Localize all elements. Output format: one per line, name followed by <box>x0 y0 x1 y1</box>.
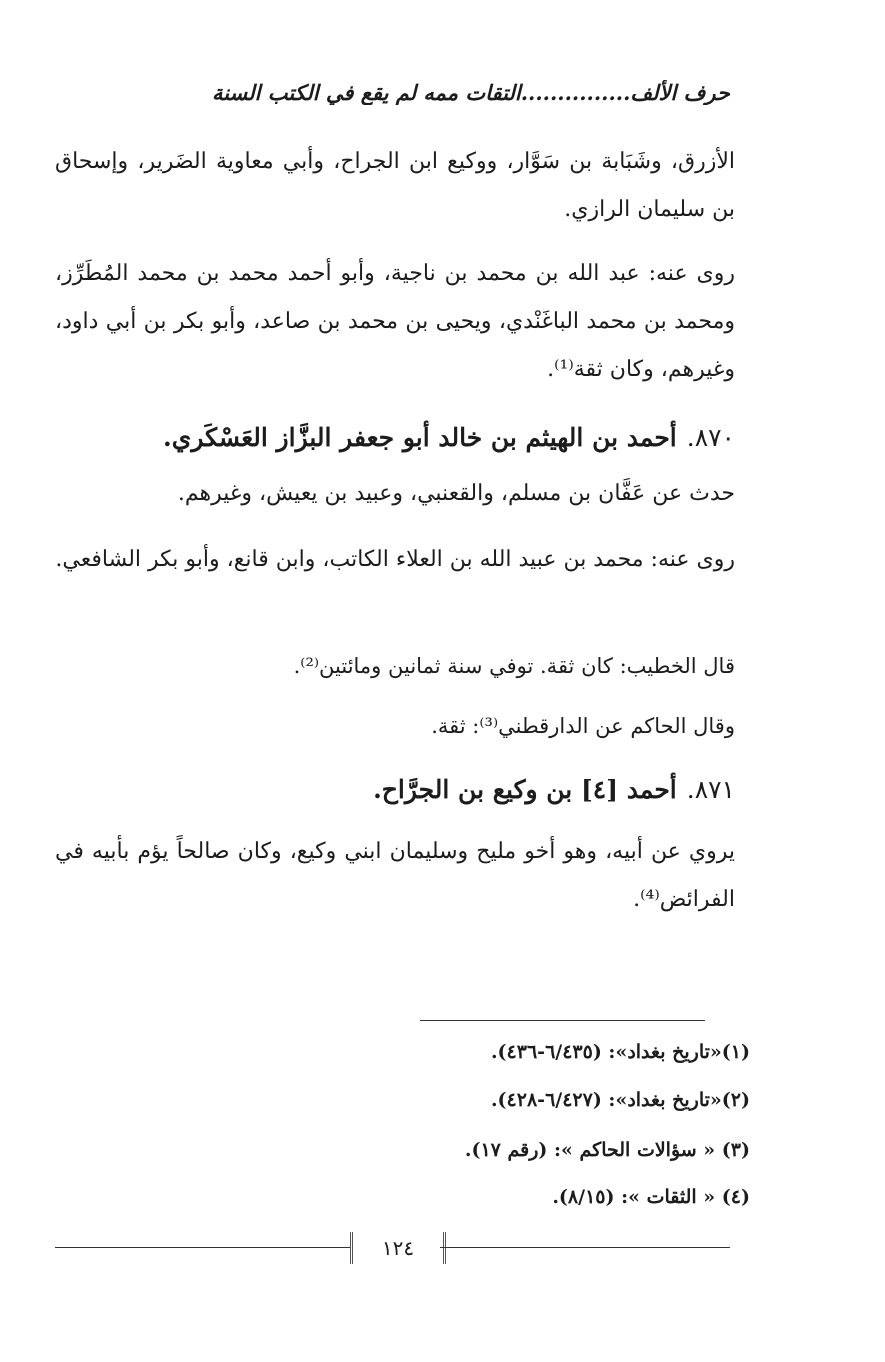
entry-heading-871 <box>150 770 735 810</box>
paragraph-870-narrators: روى عنه: محمد بن عبيد الله بن العلاء الكاتب، وابن قانع، وأبو بكر الشافعي. <box>55 547 735 572</box>
page-number: ١٢٤ <box>350 1232 446 1264</box>
footnote-4: (٤) « الثقات »: (٨/١٥). <box>552 1186 750 1208</box>
entry-number: ٨٧١. <box>686 775 735 804</box>
paragraph-khatib-quote: قال الخطيب: كان ثقة. توفي سنة ثمانين ومائتين⁽²⁾. <box>293 654 735 678</box>
running-header: حرف الألف...............التقات ممه لم يقع في الكتب السنة <box>211 80 730 105</box>
paragraph-871-body: يروي عن أبيه، وهو أخو مليح وسليمان ابني وكيع، وكان صالحاً يؤم بأبيه في الفرائض⁽⁴⁾. <box>55 839 735 912</box>
paragraph-narrators: روى عنه: عبد الله بن محمد بن ناجية، وأبو أحمد محمد بن محمد المُطَرِّز، ومحمد بن محمد الباغَنْدي، ويحيى بن محمد بن صاعد، وأبو بكر بن أبي داود، وغيرهم، وكان ثقة⁽¹⁾. <box>55 261 735 382</box>
footnote-1: (١)«تاريخ بغداد»: (٦/٤٣٥-٤٣٦). <box>490 1041 750 1063</box>
entry-number: ٨٧٠. <box>686 423 735 452</box>
footer-rule-right <box>440 1247 730 1248</box>
footer-rule-left <box>55 1247 350 1248</box>
paragraph-teachers: الأزرق، وشَبَابة بن سَوَّار، ووكيع ابن الجراح، وأبي معاوية الضَرير، وإسحاق بن سليمان الرازي. <box>55 149 735 222</box>
paragraph-870-teachers: حدث عن عَفَّان بن مسلم، والقعنبي، وعبيد بن يعيش، وغيرهم. <box>177 481 735 506</box>
entry-heading-870 <box>150 418 735 458</box>
entry-name: أحمد [٤] بن وكيع بن الجرَّاح. <box>373 775 677 804</box>
paragraph-hakim-quote: وقال الحاكم عن الدارقطني⁽³⁾: ثقة. <box>431 714 735 738</box>
footnote-2: (٢)«تاريخ بغداد»: (٦/٤٢٧-٤٢٨). <box>490 1089 750 1111</box>
footnote-3: (٣) « سؤالات الحاكم »: (رقم ١٧). <box>464 1139 750 1161</box>
footnote-separator <box>420 1020 705 1021</box>
entry-name: أحمد بن الهيثم بن خالد أبو جعفر البزَّاز العَسْكَري. <box>163 423 677 452</box>
